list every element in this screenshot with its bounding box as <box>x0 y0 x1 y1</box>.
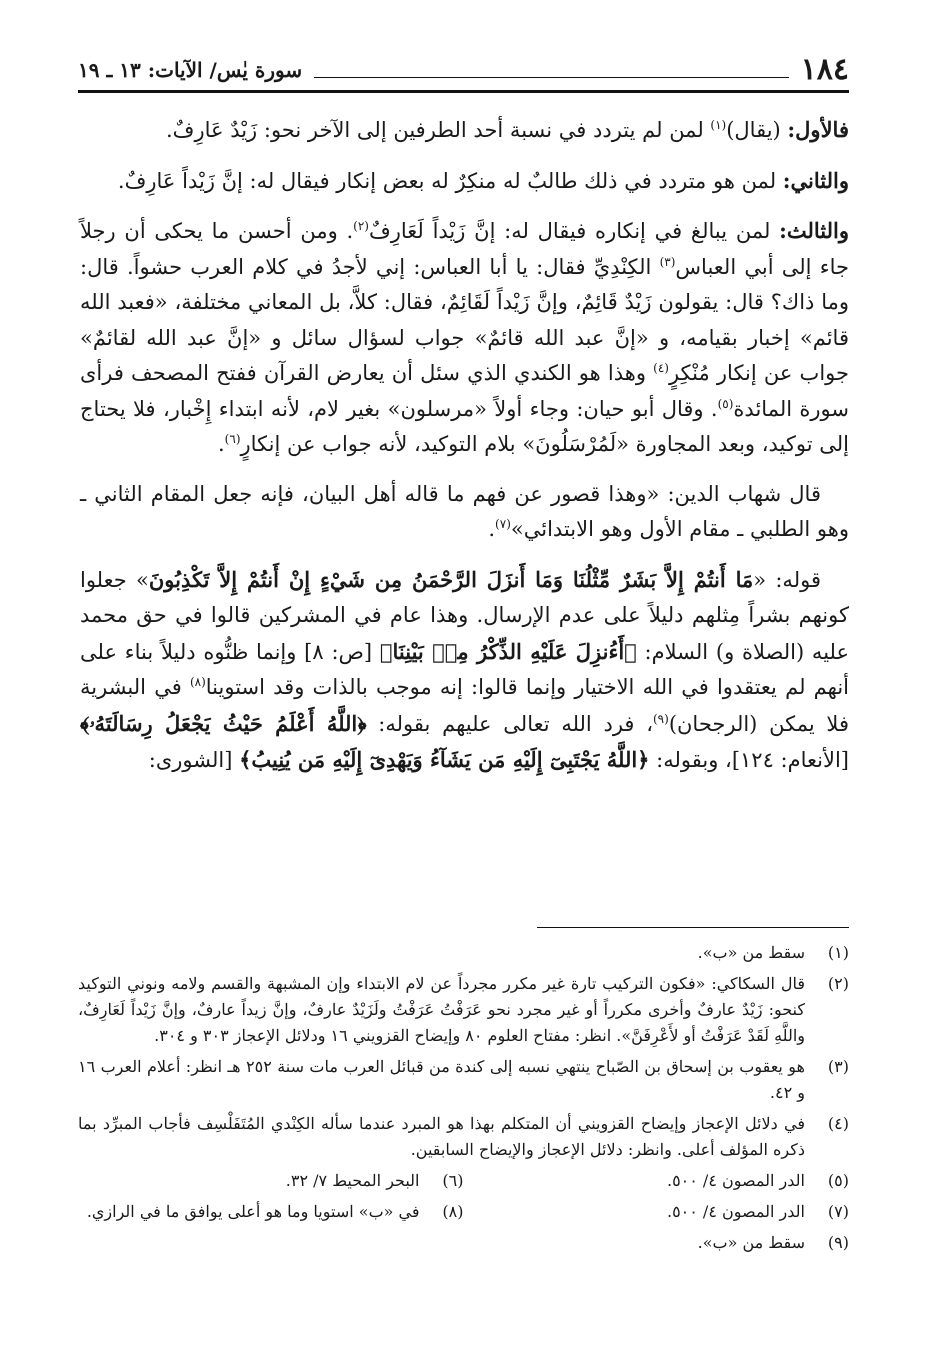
footnote-number: (٤) <box>827 1114 849 1133</box>
footnote-marker: (٩) <box>652 711 669 726</box>
paragraph-text: (يقال) <box>726 118 788 142</box>
footnote <box>78 971 849 1049</box>
footnote-marker: (٦) <box>224 432 241 446</box>
paragraph-text: ، فرد الله تعالى عليهم بقوله: <box>366 711 653 736</box>
paragraph <box>80 213 849 463</box>
footnote-marker: (٧) <box>495 517 511 531</box>
running-header <box>78 50 849 93</box>
paragraph-text: [الشورى: <box>148 748 240 772</box>
paragraph-lead: والثالث: <box>779 218 849 243</box>
quran-quote: ﴿أَءُنزِلَ عَلَيْهِ الذِّكْرُ مِنۢ بَيْنِنَا﴾ <box>379 638 637 664</box>
paragraph <box>80 477 849 548</box>
footnote-text: هو يعقوب بن إسحاق بن الصّباح ينتهي نسبه إلى كندة من قبائل العرب مات سنة ٢٥٢ هـ انظر: أعلام العرب ١٦ و ٤٢. <box>78 1057 805 1102</box>
body-text <box>80 112 849 793</box>
paragraph-text: وهذا هو الكندي الذي سئل أن يعارض القرآن ففتح المصحف فرأى سورة المائدة <box>80 361 849 421</box>
quran-quote: مَا أَنتُمْ إِلاَّ بَشَرٌ مِّثْلُنَا وَمَا أَنزَلَ الرَّحْمَنُ مِن شَيْءٍ إِنْ أَنتُمْ إِلاَّ تَكْذِبُونَ <box>148 566 754 592</box>
footnote-text: الدر المصون ٤/ ٥٠٠. <box>666 1202 805 1221</box>
paragraph <box>80 163 849 200</box>
footnote-text: قال السكاكي: «فكون التركيب تارة غير مكرر مجرداً عن لام الابتداء وإن المشبهة والقسم ولامه ونوني التوكيد كنحو: زَيْدٌ عارفٌ وأخرى مكرراً أو غير مجرد نحو عَرَفْتُ عَرَفْتُ ولَزَيْدٌ عارفٌ، وإنَّ زيداً عارفٌ، وإنَّ زَيْداً لَعَارِفٌ، واللَّهِ لَقَدْ عَرَفْتُ أو لأَعْرِفَنَّ». انظر: مفتاح العلوم ٨٠ وإيضاح القزويني ١٦ ودلائل الإعجاز ٣٠٣ و ٣٠٤. <box>78 974 805 1045</box>
paragraph <box>80 562 849 779</box>
footnote <box>464 1199 850 1225</box>
paragraph-text: في البشرية فلا يمكن (الرجحان) <box>80 675 849 736</box>
quran-quote: ﴿اللَّهُ يَجْتَبِىٓ إِلَيْهِ مَن يَشَآءُ وَيَهْدِىٓ إِلَيْهِ مَن يُنِيبُ﴾ <box>239 747 650 772</box>
footnote-text: في دلائل الإعجاز وإيضاح القزويني أن المتكلم بهذا هو المبرد عندما سأله الكِنْدي المُتَفَلْسِف فأجاب المبرِّد بما ذكره المؤلف أعلى. وانظر: دلائل الإعجاز والإيضاح السابقين. <box>78 1114 805 1159</box>
paragraph <box>80 112 849 149</box>
footnote <box>464 1168 850 1194</box>
footnote <box>78 1054 849 1106</box>
paragraph-text: [ص: ٨] وإنما ظنُّوه دليلاً بناء على أنهم لم يعتقدوا في الله الاختيار وإنما قالوا: إنه موجب بالذات وقد استوينا <box>80 639 850 699</box>
footnote-marker: (٨) <box>189 675 206 689</box>
paragraph-text: لمن لم يتردد في نسبة أحد الطرفين إلى الآخر نحو: زَيْدٌ عَارِفٌ. <box>166 118 711 142</box>
paragraph-text: » جعلوا كونهم بشراً مِثلهم دليلاً على عدم الإرسال. وهذا عام في المشركين قالوا في حق محمد عليه (الصلاة و) السلام: <box>80 567 850 664</box>
paragraph-text: . وقال أبو حيان: وجاء أولاً «مرسلون» بغير لام، لأنه ابتداء إِخْبار، فلا يحتاج إلى توكيد، وبعد المجاورة «لَمُرْسَلُونَ» بلام التوكيد، لأنه جواب عن إنكارٍ <box>80 396 849 456</box>
paragraph-text: قال شهاب الدين: «وهذا قصور عن فهم ما قاله أهل البيان، فإنه جعل المقام الثاني ـ وهو الطلبي ـ مقام الأول وهو الابتدائي» <box>80 481 849 541</box>
paragraph-text: الكِنْدِيِّ فقال: يا أبا العباس: إني لأجدُ في كلام العرب حشواً. قال: وما ذاك؟ قال: يقولون زَيْدٌ قَائِمٌ، وإنَّ زَيْداً لَقَائِمٌ، فقال: كلاَّ، بل المعاني مختلفة، «فعبد الله قائم» إخبار بقيامه، و «إنَّ عبد الله قائمٌ» جواب لسؤال سائل و «إنَّ عبد الله لقائمٌ» جواب عن إنكار مُنْكِرٍ <box>80 254 849 385</box>
surah-title: سورة يٰس/ الآيات: ١٣ ـ ١٩ <box>78 58 303 82</box>
footnote-number: (٥) <box>827 1171 849 1190</box>
footnote-pair <box>78 1168 849 1194</box>
footnote-number: (٨) <box>442 1202 464 1221</box>
paragraph-lead: فالأول: <box>787 117 849 142</box>
paragraph-text: . ومن أحسن ما يحكى أن رجلاً جاء إلى أبي العباس <box>80 219 849 279</box>
footnote-number: (٦) <box>442 1171 464 1190</box>
paragraph-text: لمن يبالغ في إنكاره فيقال له: إنَّ زَيْداً لَعَارِفٌ <box>368 219 780 243</box>
footnote-text: البحر المحيط ٧/ ٣٢. <box>285 1171 420 1190</box>
footnote-marker: (٥) <box>717 396 734 411</box>
paragraph-text: [الأنعام: ١٢٤]، وبقوله: <box>649 748 849 772</box>
footnote <box>78 1230 849 1256</box>
page-number: ١٨٤ <box>800 52 849 87</box>
header-rule <box>314 77 789 78</box>
footnote <box>78 940 849 966</box>
footnote-number: (٣) <box>827 1057 849 1076</box>
footnote <box>78 1199 464 1225</box>
footnotes <box>78 940 849 1261</box>
footnote-number: (٩) <box>827 1233 849 1252</box>
footnote-marker: (٣) <box>659 254 676 269</box>
footnote-number: (٧) <box>827 1202 849 1221</box>
footnote-pair <box>78 1199 849 1225</box>
paragraph-text: . <box>488 517 496 541</box>
footnote-text: سقط من «ب». <box>697 1233 805 1252</box>
footnote <box>78 1168 464 1194</box>
paragraph-text: قوله: « <box>753 567 821 592</box>
footnote-marker: (٤) <box>653 361 669 375</box>
footnote-separator <box>537 927 849 928</box>
footnote-marker: (١) <box>710 118 727 132</box>
footnote-text: في «ب» استويا وما هو أعلى يوافق ما في الرازي. <box>86 1202 420 1221</box>
footnote-text: الدر المصون ٤/ ٥٠٠. <box>666 1171 805 1190</box>
paragraph-text: لمن هو متردد في ذلك طالبٌ له منكِرٌ له بعض إنكار فيقال له: إنَّ زَيْداً عَارِفٌ. <box>117 168 783 193</box>
footnote-number: (٢) <box>827 974 849 993</box>
quran-quote: ﴿اللَّهُ أَعْلَمُ حَيْثُ يَجْعَلُ رِسَالَتَهُۥ﴾ <box>80 710 367 736</box>
paragraph-text: . <box>217 432 225 456</box>
footnote-text: سقط من «ب». <box>697 943 805 962</box>
footnote <box>78 1111 849 1163</box>
paragraph-lead: والثاني: <box>782 167 849 193</box>
footnote-marker: (٢) <box>353 219 369 233</box>
footnote-number: (١) <box>827 943 849 962</box>
